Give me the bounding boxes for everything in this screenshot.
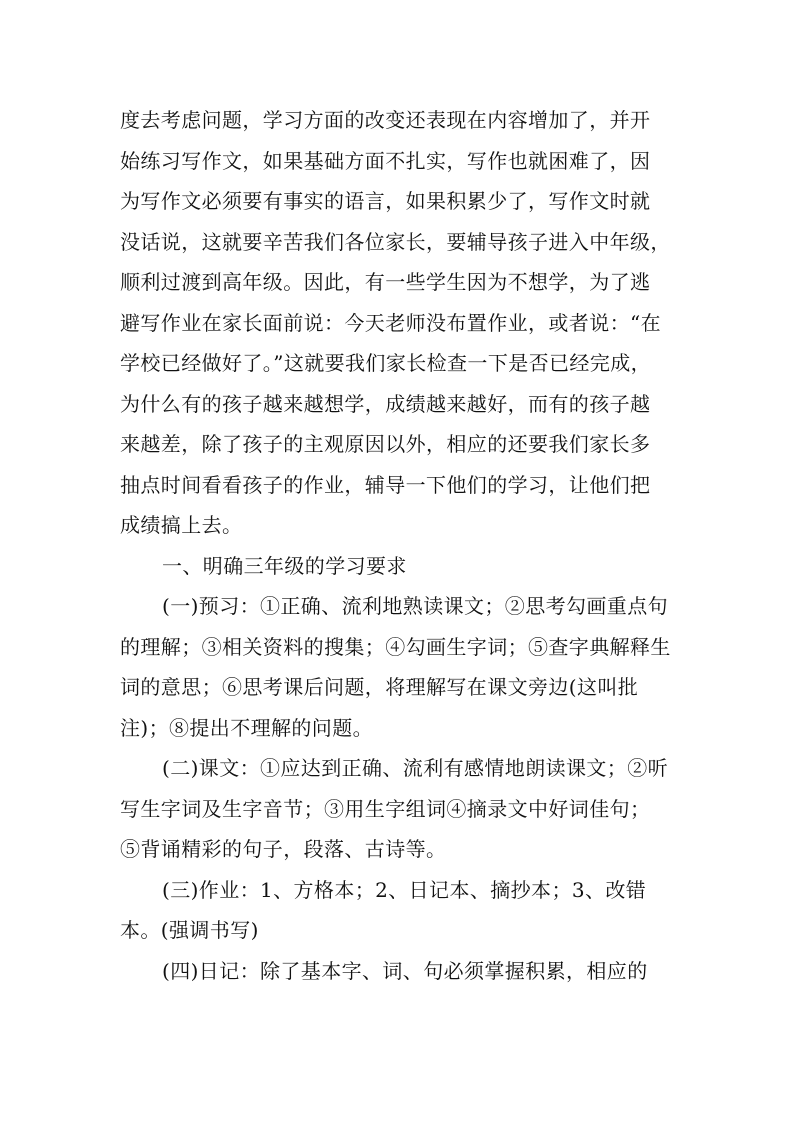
text-line: 来越差，除了孩子的主观原因以外，相应的还要我们家长多 <box>120 432 651 456</box>
text-line: 词的意思；⑥思考课后问题，将理解写在课文旁边(这叫批 <box>120 675 639 699</box>
paragraph-start-lesson: (二)课文：①应达到正确、流利有感情地朗读课文；②听 <box>162 756 669 780</box>
paragraph-start-diary: (四)日记：除了基本字、词、句必须掌握积累，相应的 <box>162 958 648 983</box>
paragraph-start-preview: (一)预习：①正确、流利地熟读课文；②思考勾画重点句 <box>162 594 669 618</box>
text-line: 成绩搞上去。 <box>120 513 243 537</box>
text-line: 注)；⑧提出不理解的问题。 <box>120 715 374 740</box>
text-line: 为什么有的孩子越来越想学，成绩越来越好，而有的孩子越 <box>120 391 651 416</box>
text-line: 为写作文必须要有事实的语言，如果积累少了，写作文时就 <box>120 189 651 213</box>
text-line: 没话说，这就要辛苦我们各位家长，要辅导孩子进入中年级， <box>120 229 671 254</box>
body-text <box>120 100 680 991</box>
section-heading: 一、明确三年级的学习要求 <box>162 553 407 578</box>
text-line: 写生字词及生字音节；③用生字组词④摘录文中好词佳句； <box>120 796 651 821</box>
text-line: 本。(强调书写) <box>120 918 259 942</box>
text-line: 学校已经做好了。”这就要我们家长检查一下是否已经完成， <box>120 351 652 375</box>
text-line: 顺利过渡到高年级。因此，有一些学生因为不想学，为了逃 <box>120 270 651 294</box>
text-line: 避写作业在家长面前说：今天老师没布置作业，或者说：“在 <box>120 310 662 335</box>
text-line: 始练习写作文，如果基础方面不扎实，写作也就困难了，因 <box>120 148 651 173</box>
text-line: 度去考虑问题，学习方面的改变还表现在内容增加了，并开 <box>120 108 651 132</box>
paragraph-start-homework: (三)作业：1、方格本；2、日记本、摘抄本；3、改错 <box>162 877 647 902</box>
text-line: ⑤背诵精彩的句子，段落、古诗等。 <box>120 837 447 861</box>
text-line: 的理解；③相关资料的搜集；④勾画生字词；⑤查字典解释生 <box>120 634 671 659</box>
text-line: 抽点时间看看孩子的作业，辅导一下他们的学习，让他们把 <box>120 472 651 497</box>
